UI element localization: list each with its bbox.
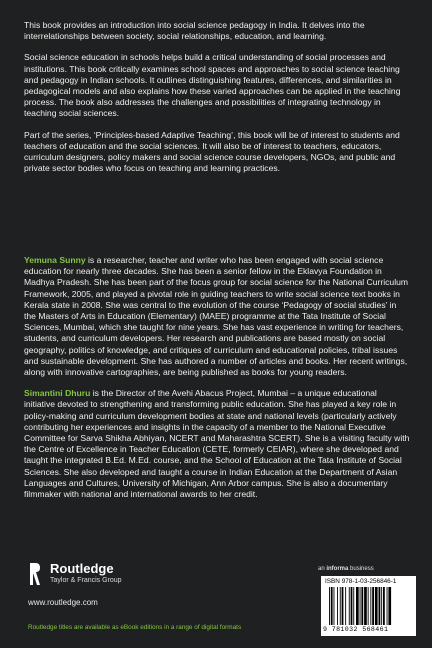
description-paragraph-3: Part of the series, ‘Principles-based Adaptive Teaching’, this book will be of interest to students and teachers of education and the social sciences. It will also be of interest to teachers, educators, curriculum designers, policy makers and social science course developers, NGOs, and public and private sector bodies who focus on teaching and learning practices.	[24, 129, 400, 174]
description-paragraph-1: This book provides an introduction into social science pedagogy in India. It delves into the interrelationships between society, social relationships, education, and learning.	[24, 20, 365, 42]
barcode-digits: 9 781032 568461	[323, 626, 389, 633]
informa-business-label	[318, 566, 374, 572]
routledge-r-icon	[28, 561, 42, 587]
informa-suffix: business	[348, 566, 374, 572]
publisher-logo	[28, 561, 178, 595]
isbn-barcode	[321, 576, 416, 636]
author-name-1: Yemuna Sunny	[24, 255, 86, 265]
author-name-2: Simantini Dhuru	[24, 388, 91, 399]
publisher-name: Routledge	[50, 561, 114, 576]
description-block	[24, 20, 410, 184]
ebook-note: Routledge titles are available as eBook editions in a range of digital formats	[28, 624, 242, 631]
author-bio-text-2: is the Director of the Avehi Abacus Project, Mumbai – a unique educational initiative devoted to strengthening and transforming public education. She has played a key role in policy-making and curriculum development bodies at state and national levels (particularly actively contributing her experiences and insights in the capacity of a member to the National Executive Committee for Sarva Shikha Abhiyan, NCERT and Maharashtra SCERT). She is a visiting faculty with the Centre of Excellence in Teacher Education (CETE, formerly CEIAR), where she developed and taught the integrated B.Ed. M.Ed. course, and the School of Education at the Tata Institute of Social Sciences. She also developed and taught a course in Indian Education at the Department of Asian Languages and Cultures, University of Michigan, Ann Arbor campus. She is also a documentary filmmaker with national and international awards to her credit.	[24, 388, 410, 500]
publisher-website: www.routledge.com	[28, 598, 98, 607]
author-bio-block	[24, 255, 410, 510]
author-bio-2	[24, 388, 410, 500]
informa-name: informa	[326, 566, 349, 572]
publisher-tagline: Taylor & Francis Group	[50, 577, 122, 584]
isbn-label: ISBN 978-1-03-256846-1	[325, 578, 397, 585]
author-bio-1	[24, 255, 410, 378]
informa-prefix: an	[318, 566, 327, 572]
author-bio-text-1: is a researcher, teacher and writer who has been engaged with social science education for nearly three decades. She has been a senior fellow in the Eklavya Foundation in Madhya Pradesh. She has been part of the focus group for social science for the National Curriculum Framework, 2005, and played a pivotal role in guiding teachers to write social science text books in Kerala state in 2008. She was central to the evolution of the course ‘Pedagogy of social studies’ in the Masters of Arts in Education (Elementary) (MAEE) programme at the Tata Institute of Social Sciences, Mumbai, which she taught for nine years. She has vast experience in writing for teachers, students, and curriculum developers. Her research and publications are based mostly on social geography, politics of knowledge, and critiques of curriculum and educational policies, tribal issues and sustainable development. She has authored a number of articles and books. Her recent writings, along with innovative cartographies, are being published as books for young readers.	[24, 255, 409, 378]
description-paragraph-2: Social science education in schools helps build a critical understanding of social processes and institutions. This book critically examines school spaces and approaches to social science teaching and pedagogy in Indian schools. It outlines distinguishing features, differences, and similarities in pedagogical models and also explains how these varied approaches can be applied in the teaching process. The book also addresses the challenges and possibilities of integrating technology in teaching social sciences.	[24, 52, 401, 119]
barcode-bars-icon	[329, 587, 409, 625]
